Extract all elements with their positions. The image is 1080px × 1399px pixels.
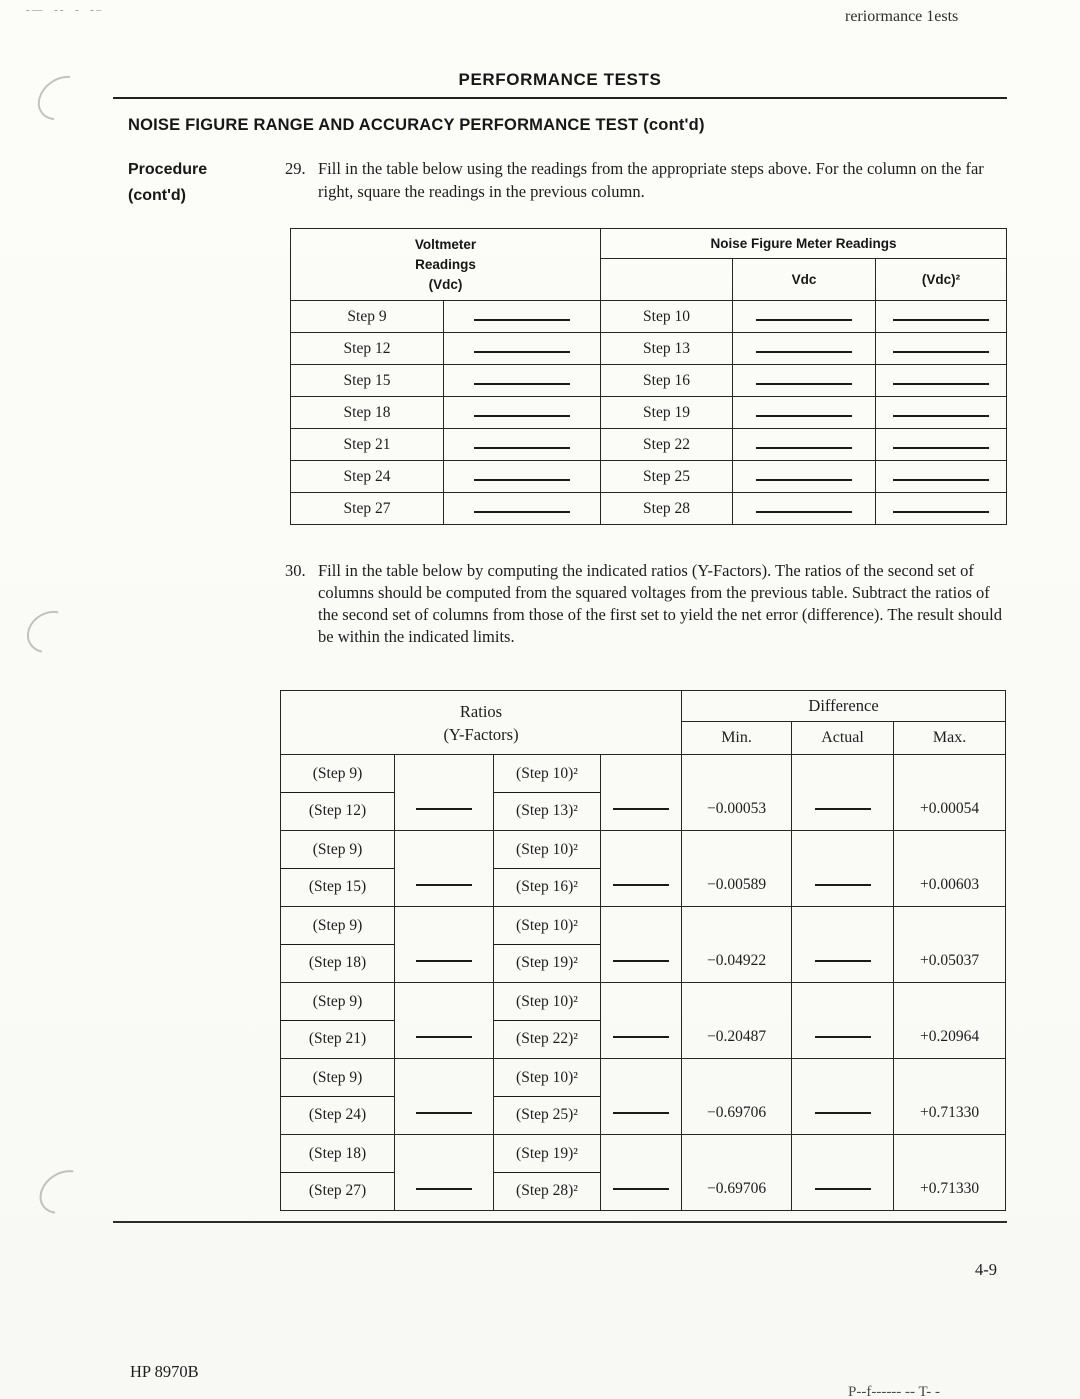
fraction-numerator: (Step 9) — [281, 908, 394, 946]
y-factor-fraction — [281, 1136, 394, 1210]
blank-entry-line — [815, 808, 871, 810]
voltmeter-step-label: Step 9 — [291, 301, 444, 333]
squared-fraction — [494, 1060, 600, 1134]
squared-fraction — [494, 832, 600, 906]
nfm-step-label: Step 25 — [601, 461, 733, 493]
vdc-reading-blank — [733, 397, 876, 429]
blank-entry-line — [474, 447, 570, 449]
actual-blank — [792, 983, 894, 1059]
max-value: +0.71330 — [894, 1059, 1006, 1135]
min-value: −0.00053 — [682, 755, 792, 831]
blank-entry-line — [815, 960, 871, 962]
max-value: +0.20964 — [894, 983, 1006, 1059]
fraction-denominator: (Step 27) — [308, 1182, 367, 1200]
table-row — [281, 983, 1006, 1059]
blank-entry-line — [613, 960, 669, 962]
table1-header-row — [291, 229, 1007, 259]
table-row — [291, 397, 1007, 429]
nfm-step-subheader-empty — [601, 259, 733, 301]
fraction-numerator: (Step 10)² — [494, 756, 600, 794]
blank-entry-line — [893, 447, 989, 449]
section-title: NOISE FIGURE RANGE AND ACCURACY PERFORMANCE TEST (cont'd) — [128, 116, 705, 134]
vdc-squared-blank — [876, 333, 1007, 365]
vdc-reading-blank — [733, 333, 876, 365]
fraction-denominator: (Step 24) — [308, 1106, 367, 1124]
title-rule — [113, 97, 1007, 99]
blank-entry-line — [474, 479, 570, 481]
fraction-denominator: (Step 18) — [308, 954, 367, 972]
vdc-reading-blank — [733, 365, 876, 397]
squared-ratio-blank — [601, 983, 682, 1059]
squared-fraction-cell — [494, 983, 601, 1059]
page-number: 4-9 — [975, 1260, 997, 1279]
max-value: +0.00054 — [894, 755, 1006, 831]
page-title: PERFORMANCE TESTS — [458, 70, 662, 89]
nfm-step-label: Step 16 — [601, 365, 733, 397]
fraction-denominator: (Step 19)² — [516, 954, 578, 972]
vdc-squared-blank — [876, 301, 1007, 333]
ratios-header — [281, 691, 682, 755]
table-row — [281, 1135, 1006, 1211]
fraction-numerator: (Step 9) — [281, 984, 394, 1022]
squared-fraction-cell — [494, 831, 601, 907]
nfm-step-label: Step 19 — [601, 397, 733, 429]
y-factor-fraction-cell — [281, 1135, 395, 1211]
voltmeter-header-line3: (Vdc) — [428, 276, 463, 292]
max-value: +0.00603 — [894, 831, 1006, 907]
table-row — [291, 493, 1007, 525]
squared-ratio-blank — [601, 1059, 682, 1135]
fraction-denominator: (Step 16)² — [516, 878, 578, 896]
blank-entry-line — [416, 808, 472, 810]
fraction-denominator: (Step 15) — [308, 878, 367, 896]
blank-entry-line — [893, 479, 989, 481]
blank-entry-line — [613, 1036, 669, 1038]
min-value: −0.69706 — [682, 1059, 792, 1135]
y-factor-fraction-cell — [281, 907, 395, 983]
y-factor-blank — [395, 1059, 494, 1135]
nfm-step-label: Step 13 — [601, 333, 733, 365]
voltmeter-step-label: Step 15 — [291, 365, 444, 397]
blank-entry-line — [756, 447, 852, 449]
fraction-numerator: (Step 18) — [281, 1136, 394, 1174]
margin-label-contd: (cont'd) — [128, 187, 187, 204]
voltmeter-reading-blank — [444, 365, 601, 397]
table-row — [281, 1059, 1006, 1135]
ratios-difference-table — [280, 690, 1006, 1211]
blank-entry-line — [893, 383, 989, 385]
y-factor-fraction — [281, 908, 394, 982]
blank-entry-line — [893, 511, 989, 513]
actual-blank — [792, 755, 894, 831]
vdc-squared-blank — [876, 429, 1007, 461]
y-factor-fraction-cell — [281, 755, 395, 831]
blank-entry-line — [815, 1112, 871, 1114]
voltmeter-header-line1: Voltmeter — [414, 236, 477, 252]
vdc-subheader: Vdc — [733, 259, 876, 301]
table-row — [281, 831, 1006, 907]
table2-header-row — [281, 691, 1006, 722]
blank-entry-line — [756, 511, 852, 513]
squared-ratio-blank — [601, 831, 682, 907]
vdc-reading-blank — [733, 493, 876, 525]
voltmeter-reading-blank — [444, 493, 601, 525]
min-subheader: Min. — [682, 722, 792, 755]
step-30-number: 30. — [285, 561, 306, 580]
fraction-denominator: (Step 12) — [308, 802, 367, 820]
min-value: −0.00589 — [682, 831, 792, 907]
nfm-step-label: Step 28 — [601, 493, 733, 525]
voltmeter-readings-table — [290, 228, 1007, 525]
min-value: −0.04922 — [682, 907, 792, 983]
blank-entry-line — [756, 351, 852, 353]
squared-fraction-cell — [494, 755, 601, 831]
ratios-header-line2: (Y-Factors) — [443, 724, 519, 744]
blank-entry-line — [756, 415, 852, 417]
y-factor-blank — [395, 755, 494, 831]
fraction-numerator: (Step 10)² — [494, 984, 600, 1022]
actual-subheader: Actual — [792, 722, 894, 755]
footer-rule — [113, 1221, 1007, 1223]
footer-running-title: P--f------ -- T- - — [848, 1384, 941, 1399]
blank-entry-line — [893, 351, 989, 353]
actual-blank — [792, 907, 894, 983]
vdc-squared-subheader: (Vdc)² — [876, 259, 1007, 301]
vdc-squared-blank — [876, 461, 1007, 493]
table-row — [291, 301, 1007, 333]
voltmeter-step-label: Step 27 — [291, 493, 444, 525]
squared-fraction-cell — [494, 1059, 601, 1135]
y-factor-fraction — [281, 756, 394, 830]
step-29-text: Fill in the table below using the readings from the appropriate steps above. For the column on the far right, square the readings in the previous column. — [318, 159, 984, 201]
squared-fraction — [494, 756, 600, 830]
blank-entry-line — [756, 319, 852, 321]
min-value: −0.20487 — [682, 983, 792, 1059]
voltmeter-reading-blank — [444, 301, 601, 333]
blank-entry-line — [613, 1188, 669, 1190]
ratios-header-line1: Ratios — [459, 701, 503, 721]
step-30 — [285, 560, 1009, 648]
voltmeter-header-line2: Readings — [415, 256, 476, 272]
fraction-numerator: (Step 19)² — [494, 1136, 600, 1174]
blank-entry-line — [474, 415, 570, 417]
y-factor-fraction — [281, 984, 394, 1058]
squared-ratio-blank — [601, 907, 682, 983]
margin-label-procedure: Procedure — [128, 161, 208, 178]
scan-artifact-arc — [19, 603, 81, 662]
step-29-number: 29. — [285, 159, 306, 178]
scan-artifact-arc — [31, 1161, 96, 1222]
blank-entry-line — [613, 1112, 669, 1114]
y-factor-blank — [395, 1135, 494, 1211]
fraction-numerator: (Step 10)² — [494, 832, 600, 870]
scan-corner-marks: -— -- - -– — [26, 4, 104, 16]
table-row — [291, 333, 1007, 365]
noise-figure-meter-readings-header: Noise Figure Meter Readings — [601, 229, 1007, 259]
nfm-step-label: Step 10 — [601, 301, 733, 333]
voltmeter-readings-header — [291, 229, 601, 301]
fraction-denominator: (Step 28)² — [516, 1182, 578, 1200]
scan-artifact-arc — [29, 67, 95, 130]
voltmeter-reading-blank — [444, 333, 601, 365]
y-factor-blank — [395, 907, 494, 983]
vdc-squared-blank — [876, 493, 1007, 525]
actual-blank — [792, 831, 894, 907]
actual-blank — [792, 1135, 894, 1211]
blank-entry-line — [893, 319, 989, 321]
max-value: +0.71330 — [894, 1135, 1006, 1211]
vdc-reading-blank — [733, 461, 876, 493]
footer-model-number: HP 8970B — [130, 1362, 199, 1381]
squared-fraction — [494, 984, 600, 1058]
table-row — [291, 429, 1007, 461]
voltmeter-step-label: Step 12 — [291, 333, 444, 365]
blank-entry-line — [613, 884, 669, 886]
fraction-numerator: (Step 9) — [281, 756, 394, 794]
y-factor-fraction — [281, 832, 394, 906]
margin-label — [128, 157, 207, 209]
blank-entry-line — [756, 383, 852, 385]
fraction-denominator: (Step 22)² — [516, 1030, 578, 1048]
fraction-denominator: (Step 25)² — [516, 1106, 578, 1124]
fraction-numerator: (Step 10)² — [494, 908, 600, 946]
squared-fraction-cell — [494, 1135, 601, 1211]
table-row — [291, 365, 1007, 397]
fraction-denominator: (Step 13)² — [516, 802, 578, 820]
y-factor-blank — [395, 831, 494, 907]
table-row — [281, 755, 1006, 831]
blank-entry-line — [416, 1112, 472, 1114]
blank-entry-line — [815, 1036, 871, 1038]
step-30-text: Fill in the table below by computing the indicated ratios (Y-Factors). The ratios of the second set of columns should be computed from the squared voltages from the previous table. Subtract the ratios of the second set of columns from those of the first set to yield the net error (difference). The result should be within the indicated limits. — [318, 561, 1002, 646]
squared-fraction-cell — [494, 907, 601, 983]
y-factor-fraction-cell — [281, 1059, 395, 1135]
max-value: +0.05037 — [894, 907, 1006, 983]
squared-ratio-blank — [601, 755, 682, 831]
blank-entry-line — [416, 960, 472, 962]
vdc-squared-blank — [876, 365, 1007, 397]
vdc-reading-blank — [733, 301, 876, 333]
fraction-numerator: (Step 9) — [281, 1060, 394, 1098]
blank-entry-line — [756, 479, 852, 481]
squared-fraction — [494, 1136, 600, 1210]
step-29 — [285, 157, 1007, 203]
difference-header: Difference — [682, 691, 1006, 722]
blank-entry-line — [613, 808, 669, 810]
fraction-numerator: (Step 9) — [281, 832, 394, 870]
blank-entry-line — [416, 884, 472, 886]
voltmeter-reading-blank — [444, 461, 601, 493]
y-factor-blank — [395, 983, 494, 1059]
squared-ratio-blank — [601, 1135, 682, 1211]
blank-entry-line — [474, 383, 570, 385]
blank-entry-line — [474, 319, 570, 321]
voltmeter-step-label: Step 21 — [291, 429, 444, 461]
vdc-reading-blank — [733, 429, 876, 461]
table-row — [281, 907, 1006, 983]
y-factor-fraction-cell — [281, 983, 395, 1059]
blank-entry-line — [815, 1188, 871, 1190]
voltmeter-step-label: Step 18 — [291, 397, 444, 429]
max-subheader: Max. — [894, 722, 1006, 755]
blank-entry-line — [474, 351, 570, 353]
blank-entry-line — [893, 415, 989, 417]
nfm-step-label: Step 22 — [601, 429, 733, 461]
actual-blank — [792, 1059, 894, 1135]
fraction-denominator: (Step 21) — [308, 1030, 367, 1048]
blank-entry-line — [416, 1036, 472, 1038]
fraction-numerator: (Step 10)² — [494, 1060, 600, 1098]
squared-fraction — [494, 908, 600, 982]
running-header: reriormance 1ests — [845, 8, 959, 25]
vdc-squared-blank — [876, 397, 1007, 429]
blank-entry-line — [474, 511, 570, 513]
blank-entry-line — [815, 884, 871, 886]
voltmeter-step-label: Step 24 — [291, 461, 444, 493]
blank-entry-line — [416, 1188, 472, 1190]
table-row — [291, 461, 1007, 493]
min-value: −0.69706 — [682, 1135, 792, 1211]
voltmeter-reading-blank — [444, 397, 601, 429]
y-factor-fraction — [281, 1060, 394, 1134]
y-factor-fraction-cell — [281, 831, 395, 907]
voltmeter-reading-blank — [444, 429, 601, 461]
